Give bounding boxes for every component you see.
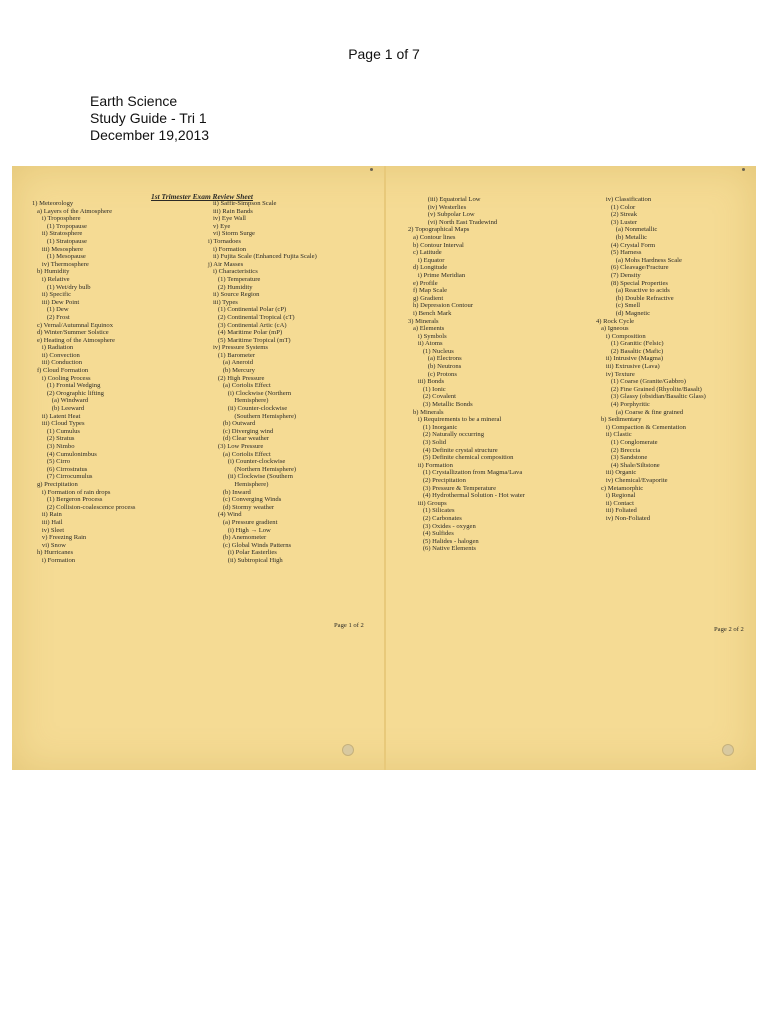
review-sheet-page-2	[386, 166, 756, 770]
outline-line: vi) Snow	[32, 541, 66, 549]
outline-line: (i) Counter-clockwise	[208, 458, 286, 466]
outline-line: (a) Coarse & fine grained	[596, 408, 684, 416]
outline-line: g) Precipitation	[32, 480, 78, 488]
outline-line: (v) Subpolar Low	[408, 211, 475, 219]
scan-speck	[370, 168, 373, 171]
outline-line: ii) Contact	[596, 499, 634, 507]
outline-line: b) Contour Interval	[408, 241, 464, 249]
outline-line: (1) Cumulus	[32, 427, 80, 435]
outline-line: (1) Color	[596, 203, 636, 211]
outline-line: (2) Naturally occurring	[408, 431, 484, 439]
outline-line: i) Tornadoes	[208, 237, 241, 245]
outline-line: (2) Carbonates	[408, 514, 462, 522]
outline-line: (a) Aneroid	[208, 359, 254, 367]
outline-line: (2) Covalent	[408, 393, 456, 401]
outline-line: iii) Extrusive (Lava)	[596, 363, 660, 371]
outline-line: (3) Pressure & Temperature	[408, 484, 497, 492]
outline-line: (2) Basaltic (Mafic)	[596, 347, 664, 355]
outline-line: b) Humidity	[32, 268, 70, 276]
outline-line: e) Profile	[408, 279, 438, 287]
outline-line: (5) Definite chemical composition	[408, 454, 514, 462]
outline-line: (a) Nonmetallic	[596, 226, 658, 234]
outline-line: (1) Coarse (Granite/Gabbro)	[596, 378, 686, 386]
outline-line: (vi) North East Tradewind	[408, 218, 498, 226]
outline-line: (2) Fine Grained (Rhyolite/Basalt)	[596, 385, 702, 393]
outline-line: ii) Clastic	[596, 431, 632, 439]
outline-line: (Southern Hemisphere)	[208, 412, 297, 420]
outline-line: iii) Mesosphere	[32, 245, 84, 253]
outline-column	[208, 200, 317, 565]
outline-line: iii) Cloud Types	[32, 420, 85, 428]
outline-line: ii) Specific	[32, 291, 72, 299]
outline-line: ii) Fujita Scale (Enhanced Fujita Scale)	[208, 253, 317, 261]
outline-line: (1) Conglomerate	[596, 439, 658, 446]
page-footer: Page 2 of 2	[714, 626, 744, 633]
outline-line: ii) Latent Heat	[32, 412, 81, 420]
outline-line: iv) Thermosphere	[32, 260, 89, 268]
outline-line: (iv) Westerlies	[408, 203, 467, 211]
outline-line: v) Freezing Rain	[32, 534, 87, 542]
outline-column	[32, 200, 135, 565]
outline-line: ii) Intrusive (Magma)	[596, 355, 664, 363]
outline-line: (1) Ionic	[408, 385, 446, 393]
outline-line: i) Troposphere	[32, 215, 81, 223]
outline-line: i) Formation of rain drops	[32, 488, 111, 496]
outline-line: (4) Sulfides	[408, 530, 454, 538]
outline-line: (b) Inward	[208, 488, 251, 496]
outline-line: (1) Stratopause	[32, 237, 87, 245]
outline-line: a) Layers of the Atmosphere	[32, 207, 113, 215]
outline-line: (2) High Pressure	[208, 374, 265, 382]
outline-line: iii) Conduction	[32, 359, 83, 367]
outline-line: (3) Continental Artic (cA)	[208, 321, 287, 329]
outline-line: ii) Atoms	[408, 340, 443, 348]
outline-line: (c) Diverging wind	[208, 427, 274, 435]
outline-line: (4) Crystal Form	[596, 241, 656, 249]
outline-line: c) Metamorphic	[596, 484, 644, 492]
outline-line: (3) Glassy (obsidian/Basaltic Glass)	[596, 393, 706, 401]
outline-line: d) Longitude	[408, 264, 448, 272]
outline-line: (5) Halides - halogen	[408, 537, 479, 545]
outline-line: (4) Cumulonimbus	[32, 450, 97, 458]
outline-line: i) Bench Mark	[408, 309, 452, 317]
outline-line: ii) Source Region	[208, 291, 260, 299]
outline-line: (ii) Counter-clockwise	[208, 405, 288, 413]
outline-line: (2) Streak	[596, 211, 638, 219]
outline-line: (4) Maritime Polar (mP)	[208, 329, 283, 337]
outline-line: (3) Luster	[596, 218, 638, 226]
outline-line: (4) Shale/Siltstone	[596, 461, 660, 469]
outline-line: (1) Silicates	[408, 507, 455, 515]
outline-line: (Northern Hemisphere)	[208, 465, 297, 473]
outline-line: (c) Converging Winds	[208, 496, 282, 504]
outline-line: iii) Dew Point	[32, 298, 80, 306]
outline-line: (6) Cleavage/Fracture	[596, 264, 669, 272]
outline-line: e) Heating of the Atmosphere	[32, 336, 115, 344]
course-name: Earth Science	[90, 93, 178, 109]
review-sheet-page-1	[12, 166, 384, 770]
outline-line: (2) Humidity	[208, 283, 253, 291]
outline-line: (3) Metallic Bonds	[408, 401, 473, 409]
outline-line: (7) Density	[596, 271, 641, 279]
outline-line: (i) Clockwise (Northern	[208, 389, 292, 397]
outline-line: (b) Outward	[208, 420, 256, 428]
outline-line: (7) Cirrocumulus	[32, 473, 93, 481]
outline-line: i) Equator	[408, 256, 445, 264]
outline-line: (6) Cirrostratus	[32, 465, 88, 473]
outline-line: iii) Groups	[408, 499, 447, 507]
outline-line: b) Minerals	[408, 408, 444, 416]
outline-line: 1) Meteorology	[32, 200, 74, 207]
outline-line: (4) Wind	[208, 511, 242, 519]
outline-line: ii) Convection	[32, 351, 80, 359]
outline-line: (1) Continental Polar (cP)	[208, 306, 287, 314]
outline-line: (1) Granitic (Felsic)	[596, 340, 664, 348]
outline-line: (ii) Subtropical High	[208, 556, 283, 564]
outline-line: i) Characteristics	[208, 268, 258, 276]
sheet-title: 1st Trimester Exam Review Sheet	[151, 192, 253, 201]
outline-line: (2) Collision-coalescence process	[32, 503, 136, 511]
outline-line: (i) Polar Easterlies	[208, 549, 277, 557]
outline-line: (3) Nimbo	[32, 443, 75, 450]
outline-line: (ii) Clockwise (Southern	[208, 473, 293, 481]
outline-line: (5) Cirro	[32, 458, 71, 466]
pdf-page-indicator: Page 1 of 7	[348, 46, 420, 62]
outline-line: i) Radiation	[32, 344, 74, 352]
outline-line: (a) Mohs Hardness Scale	[596, 256, 682, 264]
outline-line: iii) Rain Bands	[208, 207, 253, 215]
outline-line: i) Prime Meridian	[408, 271, 466, 279]
document-date: December 19,2013	[90, 127, 210, 143]
outline-line: (b) Neutrons	[408, 363, 462, 371]
outline-line: (6) Native Elements	[408, 545, 476, 553]
scan-speck	[742, 168, 745, 171]
outline-line: i) Relative	[32, 275, 70, 283]
outline-line: (1) Tropopause	[32, 222, 87, 230]
outline-line: f) Cloud Formation	[32, 367, 89, 375]
outline-line: vi) Storm Surge	[208, 230, 255, 238]
outline-line: a) Igneous	[596, 325, 629, 333]
outline-line: (b) Mercury	[208, 367, 255, 375]
outline-line: (2) Breccia	[596, 446, 641, 454]
outline-line: (b) Double Refractive	[596, 294, 674, 302]
outline-line: (d) Clear weather	[208, 435, 269, 443]
outline-line: (2) Stratus	[32, 435, 75, 443]
outline-line: (5) Harness	[596, 249, 642, 257]
outline-line: a) Elements	[408, 325, 445, 333]
outline-line: (4) Porphyritic	[596, 401, 650, 409]
outline-line: 4) Rock Cycle	[596, 317, 635, 325]
document-type: Study Guide - Tri 1	[90, 110, 207, 126]
outline-line: i) Compaction & Cementation	[596, 423, 686, 431]
outline-line: 3) Minerals	[408, 317, 439, 325]
outline-line: (1) Wet/dry bulb	[32, 283, 91, 291]
outline-line: a) Contour lines	[408, 233, 456, 241]
outline-line: (2) Continental Tropical (cT)	[208, 313, 295, 321]
outline-line: (1) Dew	[32, 306, 69, 314]
outline-line: Hemisphere)	[208, 397, 269, 405]
outline-line: h) Depression Contour	[408, 302, 474, 310]
outline-line: (c) Protons	[408, 370, 457, 378]
outline-line: (4) Definite crystal structure	[408, 446, 498, 454]
outline-line: (i) High → Low	[208, 526, 271, 534]
outline-line: b) Sedimentary	[596, 416, 642, 424]
outline-line: (iii) Equatorial Low	[408, 196, 481, 203]
outline-line: i) Cooling Process	[32, 374, 91, 382]
outline-line: (a) Coriolis Effect	[208, 450, 271, 458]
outline-line: (1) Mesopause	[32, 253, 86, 261]
outline-column	[596, 196, 706, 523]
outline-line: ii) Formation	[408, 461, 453, 469]
outline-line: i) Symbols	[408, 332, 447, 340]
outline-line: (1) Temperature	[208, 275, 261, 283]
outline-line: (b) Anemometer	[208, 534, 267, 542]
outline-line: iv) Sleet	[32, 526, 65, 534]
outline-line: Hemisphere)	[208, 480, 269, 488]
outline-line: i) Formation	[208, 245, 247, 253]
outline-line: (3) Low Pressure	[208, 443, 264, 450]
outline-line: (c) Global Winds Patterns	[208, 541, 292, 549]
outline-line: c) Vernal/Autumnal Equinox	[32, 321, 114, 329]
outline-line: (1) Inorganic	[408, 423, 458, 431]
outline-line: (5) Maritime Tropical (mT)	[208, 336, 291, 344]
outline-line: ii) Rain	[32, 511, 62, 519]
stamp-mark	[722, 744, 734, 756]
outline-line: iv) Chemical/Evaporite	[596, 476, 668, 484]
outline-line: (2) Precipitation	[408, 476, 466, 484]
outline-line: (d) Stormy weather	[208, 503, 275, 511]
outline-line: iii) Organic	[596, 469, 637, 477]
outline-line: c) Latitude	[408, 249, 442, 257]
outline-line: (a) Windward	[32, 397, 89, 405]
outline-line: (a) Reactive to acids	[596, 287, 670, 295]
outline-line: iii) Bonds	[408, 378, 445, 386]
outline-line: (a) Pressure gradient	[208, 518, 278, 526]
outline-line: d) Winter/Summer Solstice	[32, 329, 109, 337]
outline-line: (4) Hydrothermal Solution - Hot water	[408, 492, 525, 500]
outline-line: (b) Metallic	[596, 233, 648, 241]
outline-line: 2) Topographical Maps	[408, 226, 470, 234]
document-header	[90, 93, 209, 144]
outline-line: iii) Types	[208, 298, 238, 306]
outline-line: i) Requirements to be a mineral	[408, 416, 502, 424]
outline-line: ii) Saffir-Simpson Scale	[208, 200, 277, 207]
outline-line: iii) Hail	[32, 518, 63, 526]
outline-line: (1) Nucleus	[408, 347, 454, 355]
outline-line: h) Hurricanes	[32, 549, 74, 557]
outline-line: (b) Leeward	[32, 405, 85, 413]
outline-line: (d) Magnetic	[596, 309, 651, 317]
outline-column	[408, 196, 525, 553]
outline-line: v) Eye	[208, 222, 231, 230]
outline-line: iv) Classification	[596, 196, 652, 203]
outline-line: j) Air Masses	[208, 260, 244, 268]
outline-line: iv) Non-Foliated	[596, 514, 651, 522]
outline-line: (3) Oxides - oxygen	[408, 522, 476, 530]
outline-line: (3) Sandstone	[596, 454, 648, 462]
outline-line: iv) Pressure Systems	[208, 344, 268, 352]
page-footer: Page 1 of 2	[334, 622, 364, 629]
outline-line: (3) Solid	[408, 439, 447, 446]
outline-line: (a) Coriolis Effect	[208, 382, 271, 390]
outline-line: (2) Frost	[32, 313, 70, 321]
outline-line: (1) Barometer	[208, 351, 256, 359]
outline-line: (1) Bergeron Process	[32, 496, 103, 504]
outline-line: iv) Texture	[596, 370, 635, 378]
outline-line: (8) Special Properties	[596, 279, 668, 287]
outline-line: (c) Smell	[596, 302, 641, 310]
outline-line: i) Composition	[596, 332, 646, 340]
outline-line: iv) Eye Wall	[208, 215, 246, 223]
outline-line: (a) Electrons	[408, 355, 462, 363]
outline-line: ii) Stratosphere	[32, 230, 83, 238]
outline-line: (1) Crystallization from Magma/Lava	[408, 469, 523, 477]
outline-line: (2) Orographic lifting	[32, 389, 104, 397]
outline-line: i) Formation	[32, 556, 76, 564]
outline-line: f) Map Scale	[408, 287, 447, 295]
outline-line: (1) Frontal Wedging	[32, 382, 101, 390]
outline-line: iii) Foliated	[596, 507, 637, 515]
outline-line: i) Regional	[596, 492, 636, 500]
outline-line: g) Gradient	[408, 294, 444, 302]
stamp-mark	[342, 744, 354, 756]
scanned-review-sheet	[12, 166, 756, 770]
